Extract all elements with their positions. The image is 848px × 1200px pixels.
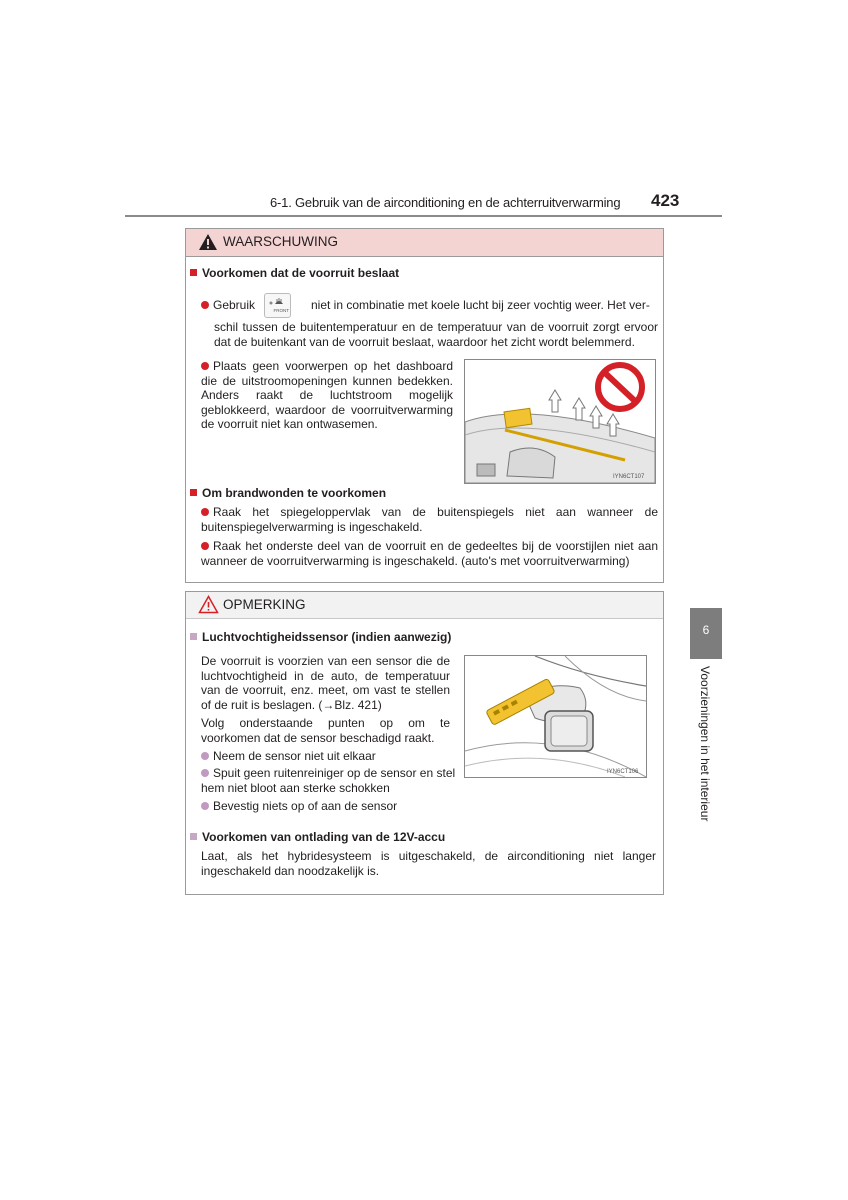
humidity-sensor-illustration bbox=[464, 655, 647, 778]
round-bullet-icon bbox=[201, 362, 209, 370]
list-item: Spuit geen ruitenreiniger op de sensor en stel hem niet bloot aan sterke schokken bbox=[201, 766, 456, 795]
svg-text:FRONT: FRONT bbox=[273, 308, 289, 313]
square-bullet-icon bbox=[190, 269, 197, 276]
list-item: Raak het spiegeloppervlak van de buitenspiegels niet aan wanneer de buitenspiegelverwarming is ingeschakeld. bbox=[201, 505, 658, 534]
list-item-text: niet in combinatie met koele lucht bij zeer vochtig weer. Het ver- bbox=[311, 298, 650, 312]
list-item: Gebruik bbox=[201, 298, 255, 313]
warning-section-heading: Voorkomen dat de voorruit beslaat bbox=[190, 266, 399, 280]
warning-title: WAARSCHUWING bbox=[223, 234, 338, 249]
page-number: 423 bbox=[651, 191, 680, 210]
warning-header bbox=[186, 229, 663, 257]
front-defroster-button-icon bbox=[264, 293, 291, 318]
round-bullet-icon bbox=[201, 301, 209, 309]
paragraph: Laat, als het hybridesysteem is uitgeschakeld, de airconditioning niet langer ingeschakeld dan noodzakelijk is. bbox=[201, 849, 656, 878]
chapter-tab bbox=[690, 608, 722, 659]
section-title: 6-1. Gebruik van de airconditioning en de achterruitverwarming bbox=[270, 195, 621, 210]
chapter-number: 6 bbox=[702, 623, 710, 637]
note-section-heading: Luchtvochtigheidssensor (indien aanwezig) bbox=[190, 630, 451, 644]
round-bullet-icon bbox=[201, 542, 209, 550]
dashboard-vent-illustration bbox=[464, 359, 656, 484]
chapter-label: Voorzieningen in het interieur bbox=[698, 666, 712, 822]
note-title: OPMERKING bbox=[223, 597, 306, 612]
caution-triangle-icon bbox=[198, 595, 219, 614]
note-header bbox=[186, 592, 663, 619]
round-bullet-icon bbox=[201, 508, 209, 516]
round-bullet-icon bbox=[201, 802, 209, 810]
note-box bbox=[185, 591, 664, 895]
list-item: Plaats geen voorwerpen op het dashboard die de uitstroomopeningen kunnen bedekken. Anders raakt de luchtstroom mogelijk geblokkeerd, waardoor de voorruitverwarming de voorruit niet kan ontwasemen. bbox=[201, 359, 453, 431]
square-bullet-icon bbox=[190, 633, 197, 640]
list-item: Bevestig niets op of aan de sensor bbox=[201, 799, 453, 814]
list-item: Neem de sensor niet uit elkaar bbox=[201, 749, 453, 764]
round-bullet-icon bbox=[201, 752, 209, 760]
warning-triangle-icon bbox=[198, 233, 218, 251]
list-item: Raak het onderste deel van de voorruit en de gedeeltes bij de voorstijlen niet aan wanneer de voorruitverwarming is ingeschakeld. (auto's met voorruitverwarming) bbox=[201, 539, 658, 568]
list-item-text: schil tussen de buitentemperatuur en de temperatuur van de voorruit zorgt ervoor dat de buitenkant van de voorruit beslaat, waardoor het zicht wordt belemmerd. bbox=[214, 320, 658, 349]
note-section-heading: Voorkomen van ontlading van de 12V-accu bbox=[190, 830, 445, 844]
warning-box bbox=[185, 228, 664, 583]
svg-text:IYN6CT106: IYN6CT106 bbox=[607, 769, 639, 775]
svg-text:IYN6CT107: IYN6CT107 bbox=[613, 474, 645, 480]
paragraph: Volg onderstaande punten op om te voorkomen dat de sensor beschadigd raakt. bbox=[201, 716, 450, 745]
warning-section-heading: Om brandwonden te voorkomen bbox=[190, 486, 386, 500]
round-bullet-icon bbox=[201, 769, 209, 777]
paragraph: De voorruit is voorzien van een sensor die de luchtvochtigheid in de auto, de temperatuur van de voorruit, enz. meet, om vast te stellen of de ruit is beslagen. (→Blz. 421) bbox=[201, 654, 450, 712]
header-divider bbox=[125, 215, 722, 217]
square-bullet-icon bbox=[190, 833, 197, 840]
square-bullet-icon bbox=[190, 489, 197, 496]
